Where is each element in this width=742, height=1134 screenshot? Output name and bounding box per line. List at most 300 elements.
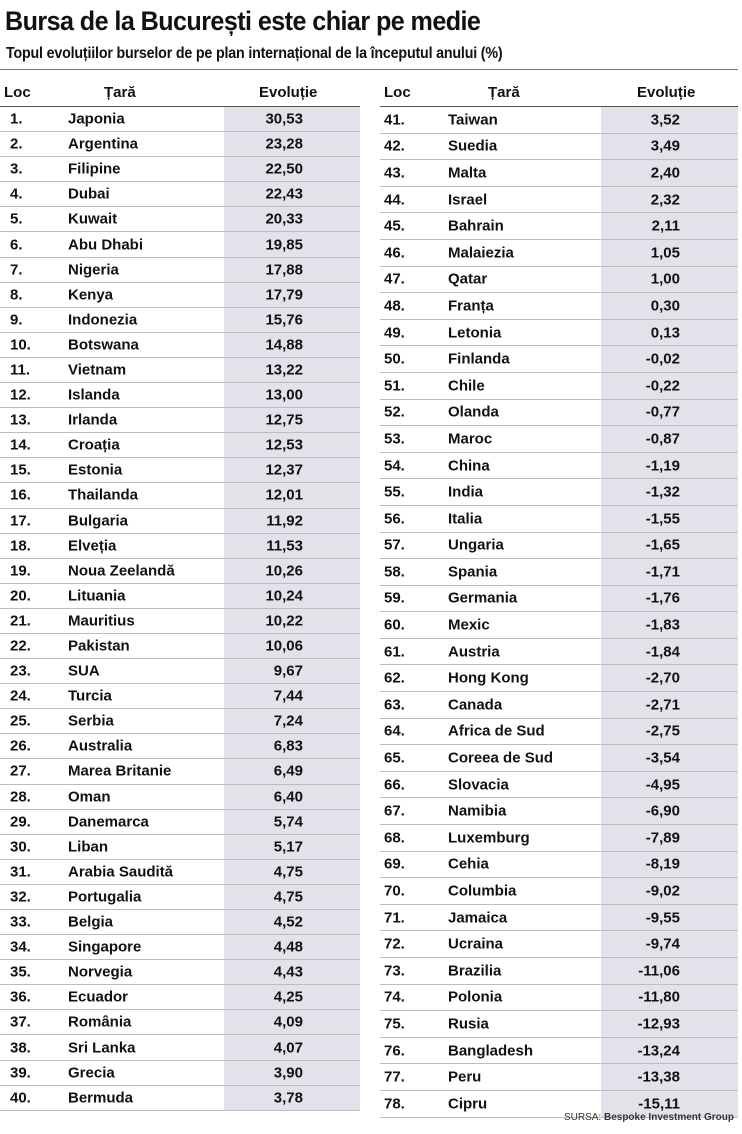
rank-cell: 69. — [384, 855, 405, 873]
rank-cell: 40. — [10, 1089, 31, 1107]
table-row — [0, 232, 360, 257]
value-cell: 7,24 — [273, 712, 303, 730]
value-cell: 13,00 — [265, 386, 303, 404]
rank-cell: 13. — [10, 411, 31, 429]
country-cell: Argentina — [68, 135, 139, 153]
value-cell: -9,02 — [645, 882, 680, 900]
rank-cell: 67. — [384, 802, 405, 820]
table-row — [380, 400, 738, 427]
value-cell: 7,44 — [273, 687, 303, 705]
rank-cell: 61. — [384, 643, 405, 661]
table-row — [380, 453, 738, 480]
country-cell: Danemarca — [68, 813, 149, 831]
country-cell: Ecuador — [68, 988, 129, 1006]
table-row — [0, 559, 360, 584]
table-row — [380, 852, 738, 879]
country-cell: Bermuda — [68, 1089, 134, 1107]
rank-cell: 54. — [384, 457, 405, 475]
rank-cell: 36. — [10, 988, 31, 1006]
value-cell: -1,32 — [645, 483, 680, 501]
table-row — [0, 1010, 360, 1035]
value-cell: 11,92 — [266, 512, 303, 530]
country-cell: Italia — [448, 510, 483, 528]
value-cell: 30,53 — [265, 110, 303, 128]
table-row — [380, 134, 738, 161]
table-row — [380, 985, 738, 1012]
value-cell: -4,95 — [645, 776, 680, 794]
value-cell: 1,00 — [650, 270, 680, 288]
country-cell: Letonia — [448, 324, 502, 342]
value-cell: 0,13 — [650, 324, 680, 342]
table-row — [380, 825, 738, 852]
value-cell: -7,89 — [645, 829, 680, 847]
source-label: SURSA: — [563, 1112, 602, 1123]
table-row — [0, 433, 360, 458]
rank-cell: 12. — [10, 386, 31, 404]
rank-cell: 30. — [10, 838, 31, 856]
rank-cell: 22. — [10, 637, 31, 655]
country-cell: Botswana — [68, 336, 139, 354]
value-cell: 4,25 — [273, 988, 303, 1006]
country-cell: Kuwait — [68, 210, 118, 228]
rank-cell: 15. — [10, 461, 31, 479]
country-cell: India — [448, 483, 484, 501]
value-cell: -0,02 — [645, 350, 680, 368]
table-row — [0, 734, 360, 759]
country-cell: Namibia — [448, 802, 507, 820]
rank-cell: 43. — [384, 164, 405, 182]
country-cell: Qatar — [448, 270, 488, 288]
page-title: Bursa de la București este chiar pe medie — [5, 6, 481, 36]
table-row — [0, 383, 360, 408]
value-cell: -2,75 — [645, 722, 680, 740]
table-row — [0, 358, 360, 383]
table-row — [380, 426, 738, 453]
country-cell: Turcia — [68, 687, 112, 705]
rank-cell: 2. — [10, 135, 23, 153]
value-cell: 2,32 — [650, 191, 680, 209]
rank-cell: 20. — [10, 587, 31, 605]
country-cell: Mauritius — [68, 612, 135, 630]
title-divider — [0, 69, 738, 70]
country-cell: Malaiezia — [448, 244, 514, 262]
table-row — [380, 346, 738, 373]
rank-cell: 26. — [10, 737, 31, 755]
value-cell: 1,05 — [650, 244, 680, 262]
table-row — [0, 709, 360, 734]
table-row — [380, 1064, 738, 1091]
rank-cell: 18. — [10, 537, 31, 555]
rank-cell: 57. — [384, 536, 405, 554]
table-row — [0, 860, 360, 885]
rank-cell: 4. — [10, 185, 23, 203]
rank-cell: 17. — [10, 512, 31, 530]
value-cell: -11,80 — [638, 988, 680, 1006]
table-row — [380, 612, 738, 639]
rank-cell: 10. — [10, 336, 31, 354]
value-cell: -2,70 — [645, 669, 680, 687]
table-row — [380, 373, 738, 400]
table-row — [0, 107, 360, 132]
value-cell: 4,75 — [273, 863, 303, 881]
table-row — [380, 878, 738, 905]
table-row — [0, 258, 360, 283]
country-cell: Suedia — [448, 137, 498, 155]
rank-cell: 6. — [10, 236, 23, 254]
rank-cell: 29. — [10, 813, 31, 831]
table-row — [0, 659, 360, 684]
country-cell: Polonia — [448, 988, 503, 1006]
value-cell: 4,48 — [273, 938, 303, 956]
country-cell: China — [448, 457, 490, 475]
value-cell: 12,75 — [265, 411, 303, 429]
value-cell: 4,07 — [273, 1039, 303, 1057]
table-header — [380, 80, 738, 106]
country-cell: Canada — [448, 696, 503, 714]
source-name: Bespoke Investment Group — [603, 1112, 734, 1123]
rank-cell: 33. — [10, 913, 31, 931]
country-cell: Norvegia — [68, 963, 133, 981]
table-row — [0, 483, 360, 508]
value-cell: 14,88 — [265, 336, 303, 354]
rank-cell: 75. — [384, 1015, 405, 1033]
rank-cell: 63. — [384, 696, 405, 714]
rank-cell: 72. — [384, 935, 405, 953]
value-cell: 22,50 — [265, 160, 303, 178]
table-row — [380, 958, 738, 985]
rank-cell: 62. — [384, 669, 405, 687]
country-cell: Singapore — [68, 938, 142, 956]
table-row — [380, 240, 738, 267]
table-row — [0, 1061, 360, 1086]
rank-cell: 34. — [10, 938, 31, 956]
value-cell: 5,74 — [273, 813, 303, 831]
country-cell: Estonia — [68, 461, 123, 479]
country-cell: Elveția — [68, 537, 117, 555]
country-cell: Austria — [448, 643, 500, 661]
value-cell: 10,06 — [265, 637, 303, 655]
country-cell: Nigeria — [68, 261, 119, 279]
rank-cell: 3. — [10, 160, 23, 178]
value-cell: -1,19 — [645, 457, 680, 475]
value-cell: 4,43 — [273, 963, 303, 981]
rank-cell: 32. — [10, 888, 31, 906]
ranking-table-right — [380, 80, 738, 1118]
country-cell: Bahrain — [448, 217, 504, 235]
country-cell: Vietnam — [68, 361, 127, 379]
table-row — [380, 213, 738, 240]
country-cell: Bangladesh — [448, 1042, 534, 1060]
country-cell: România — [68, 1013, 132, 1031]
country-cell: Jamaica — [448, 909, 508, 927]
country-cell: Noua Zeelandă — [68, 562, 175, 580]
table-row — [380, 665, 738, 692]
table-row — [0, 283, 360, 308]
table-row — [380, 745, 738, 772]
table-row — [380, 559, 738, 586]
value-cell: 12,53 — [265, 436, 303, 454]
table-body — [380, 107, 738, 1118]
table-row — [380, 267, 738, 294]
value-cell: -13,24 — [637, 1042, 680, 1060]
rank-cell: 51. — [384, 377, 405, 395]
country-cell: Spania — [448, 563, 498, 581]
table-row — [380, 772, 738, 799]
country-cell: Belgia — [68, 913, 114, 931]
header-value: Evoluție — [637, 84, 696, 101]
table-header — [0, 80, 360, 106]
value-cell: 10,26 — [265, 562, 303, 580]
value-cell: -9,74 — [645, 935, 680, 953]
table-row — [0, 910, 360, 935]
rank-cell: 66. — [384, 776, 405, 794]
country-cell: Portugalia — [68, 888, 142, 906]
ranking-table-left — [0, 80, 360, 1111]
table-row — [0, 810, 360, 835]
table-row — [0, 408, 360, 433]
rank-cell: 47. — [384, 270, 405, 288]
rank-cell: 23. — [10, 662, 31, 680]
country-cell: Franța — [448, 297, 494, 315]
country-cell: Abu Dhabi — [68, 236, 143, 254]
rank-cell: 5. — [10, 210, 23, 228]
value-cell: 2,40 — [650, 164, 680, 182]
country-cell: Sri Lanka — [68, 1039, 136, 1057]
table-row — [0, 935, 360, 960]
value-cell: -2,71 — [645, 696, 680, 714]
country-cell: Australia — [68, 737, 133, 755]
value-cell: 5,17 — [273, 838, 303, 856]
value-cell: 2,11 — [651, 217, 680, 235]
table-row — [0, 157, 360, 182]
country-cell: Ungaria — [448, 536, 504, 554]
table-row — [380, 639, 738, 666]
value-cell: -3,54 — [645, 749, 680, 767]
value-cell: 3,52 — [650, 111, 680, 129]
table-row — [380, 905, 738, 932]
value-cell: 12,37 — [265, 461, 303, 479]
country-cell: Ucraina — [448, 935, 504, 953]
rank-cell: 31. — [10, 863, 31, 881]
country-cell: Islanda — [68, 386, 120, 404]
country-cell: Japonia — [68, 110, 125, 128]
rank-cell: 55. — [384, 483, 405, 501]
table-row — [380, 1011, 738, 1038]
value-cell: -1,65 — [645, 536, 680, 554]
value-cell: -15,11 — [638, 1095, 680, 1113]
value-cell: 22,43 — [265, 185, 303, 203]
value-cell: 11,53 — [266, 537, 303, 555]
value-cell: -1,84 — [645, 643, 680, 661]
country-cell: Cipru — [448, 1095, 488, 1113]
country-cell: Hong Kong — [448, 669, 529, 687]
country-cell: Olanda — [448, 403, 499, 421]
country-cell: Luxemburg — [448, 829, 530, 847]
table-row — [0, 684, 360, 709]
rank-cell: 35. — [10, 963, 31, 981]
country-cell: Brazilia — [448, 962, 502, 980]
value-cell: 17,88 — [265, 261, 303, 279]
table-row — [0, 509, 360, 534]
rank-cell: 64. — [384, 722, 405, 740]
value-cell: 3,49 — [650, 137, 680, 155]
country-cell: Malta — [448, 164, 487, 182]
value-cell: -13,38 — [637, 1068, 680, 1086]
table-row — [0, 785, 360, 810]
value-cell: 3,90 — [273, 1064, 303, 1082]
rank-cell: 19. — [10, 562, 31, 580]
table-row — [0, 985, 360, 1010]
table-row — [0, 1035, 360, 1060]
table-row — [380, 479, 738, 506]
value-cell: -1,55 — [645, 510, 680, 528]
value-cell: 6,40 — [273, 788, 303, 806]
country-cell: Africa de Sud — [448, 722, 545, 740]
value-cell: -8,19 — [645, 855, 680, 873]
rank-cell: 70. — [384, 882, 405, 900]
page-subtitle: Topul evoluțiilor burselor de pe plan internațional de la începutul anului (%) — [6, 45, 503, 62]
country-cell: Coreea de Sud — [448, 749, 554, 767]
country-cell: Chile — [448, 377, 485, 395]
country-cell: Marea Britanie — [68, 762, 172, 780]
rank-cell: 11. — [10, 361, 31, 379]
value-cell: -0,22 — [645, 377, 680, 395]
value-cell: 17,79 — [265, 286, 303, 304]
country-cell: Indonezia — [68, 311, 138, 329]
value-cell: 23,28 — [265, 135, 303, 153]
value-cell: -1,83 — [645, 616, 680, 634]
rank-cell: 71. — [384, 909, 405, 927]
country-cell: Slovacia — [448, 776, 509, 794]
country-cell: SUA — [68, 662, 100, 680]
rank-cell: 53. — [384, 430, 405, 448]
header-value: Evoluție — [259, 84, 318, 101]
table-row — [0, 308, 360, 333]
rank-cell: 14. — [10, 436, 31, 454]
table-row — [0, 835, 360, 860]
value-cell: 6,49 — [273, 762, 303, 780]
table-row — [380, 293, 738, 320]
rank-cell: 73. — [384, 962, 405, 980]
rank-cell: 44. — [384, 191, 405, 209]
rank-cell: 42. — [384, 137, 405, 155]
value-cell: -12,93 — [637, 1015, 680, 1033]
rank-cell: 7. — [10, 261, 23, 279]
country-cell: Maroc — [448, 430, 493, 448]
rank-cell: 38. — [10, 1039, 31, 1057]
rank-cell: 16. — [10, 486, 31, 504]
value-cell: 15,76 — [265, 311, 303, 329]
value-cell: 4,09 — [273, 1013, 303, 1031]
value-cell: 0,30 — [650, 297, 680, 315]
rank-cell: 37. — [10, 1013, 31, 1031]
value-cell: 4,75 — [273, 888, 303, 906]
rank-cell: 46. — [384, 244, 405, 262]
country-cell: Germania — [448, 589, 518, 607]
rank-cell: 60. — [384, 616, 405, 634]
rank-cell: 28. — [10, 788, 31, 806]
value-cell: 9,67 — [273, 662, 303, 680]
table-row — [380, 506, 738, 533]
value-cell: 10,24 — [265, 587, 303, 605]
source-note — [564, 1112, 734, 1123]
country-cell: Oman — [68, 788, 111, 806]
value-cell: -1,71 — [645, 563, 680, 581]
rank-cell: 39. — [10, 1064, 31, 1082]
rank-cell: 41. — [384, 111, 405, 129]
value-cell: 10,22 — [265, 612, 303, 630]
table-body — [0, 107, 360, 1111]
table-row — [0, 584, 360, 609]
rank-cell: 49. — [384, 324, 405, 342]
table-row — [380, 931, 738, 958]
table-row — [0, 182, 360, 207]
country-cell: Lituania — [68, 587, 126, 605]
country-cell: Peru — [448, 1068, 482, 1086]
country-cell: Arabia Saudită — [68, 863, 174, 881]
table-row — [0, 207, 360, 232]
country-cell: Croația — [68, 436, 120, 454]
rank-cell: 48. — [384, 297, 405, 315]
value-cell: 3,78 — [273, 1089, 303, 1107]
table-row — [380, 533, 738, 560]
table-row — [380, 107, 738, 134]
rank-cell: 50. — [384, 350, 405, 368]
header-country: Țară — [488, 84, 520, 101]
country-cell: Rusia — [448, 1015, 489, 1033]
value-cell: 6,83 — [273, 737, 303, 755]
rank-cell: 8. — [10, 286, 23, 304]
country-cell: Cehia — [448, 855, 489, 873]
table-row — [380, 320, 738, 347]
rank-cell: 24. — [10, 687, 31, 705]
rank-cell: 25. — [10, 712, 31, 730]
country-cell: Liban — [68, 838, 108, 856]
value-cell: -6,90 — [645, 802, 680, 820]
country-cell: Serbia — [68, 712, 114, 730]
table-row — [0, 458, 360, 483]
rank-cell: 74. — [384, 988, 405, 1006]
table-row — [380, 719, 738, 746]
rank-cell: 21. — [10, 612, 31, 630]
country-cell: Bulgaria — [68, 512, 129, 530]
table-row — [380, 798, 738, 825]
table-row — [380, 187, 738, 214]
header-country: Țară — [104, 84, 136, 101]
table-row — [0, 759, 360, 784]
rank-cell: 1. — [10, 110, 23, 128]
country-cell: Grecia — [68, 1064, 115, 1082]
country-cell: Irlanda — [68, 411, 118, 429]
rank-cell: 77. — [384, 1068, 405, 1086]
rank-cell: 58. — [384, 563, 405, 581]
rank-cell: 68. — [384, 829, 405, 847]
header-rank: Loc — [4, 84, 31, 101]
rank-cell: 59. — [384, 589, 405, 607]
header-rank: Loc — [384, 84, 411, 101]
value-cell: -9,55 — [645, 909, 680, 927]
table-row — [0, 1086, 360, 1111]
country-cell: Mexic — [448, 616, 490, 634]
table-row — [0, 132, 360, 157]
value-cell: 20,33 — [265, 210, 303, 228]
rank-cell: 9. — [10, 311, 23, 329]
country-cell: Columbia — [448, 882, 517, 900]
value-cell: 12,01 — [265, 486, 303, 504]
country-cell: Dubai — [68, 185, 110, 203]
value-cell: -0,87 — [645, 430, 680, 448]
rank-cell: 52. — [384, 403, 405, 421]
